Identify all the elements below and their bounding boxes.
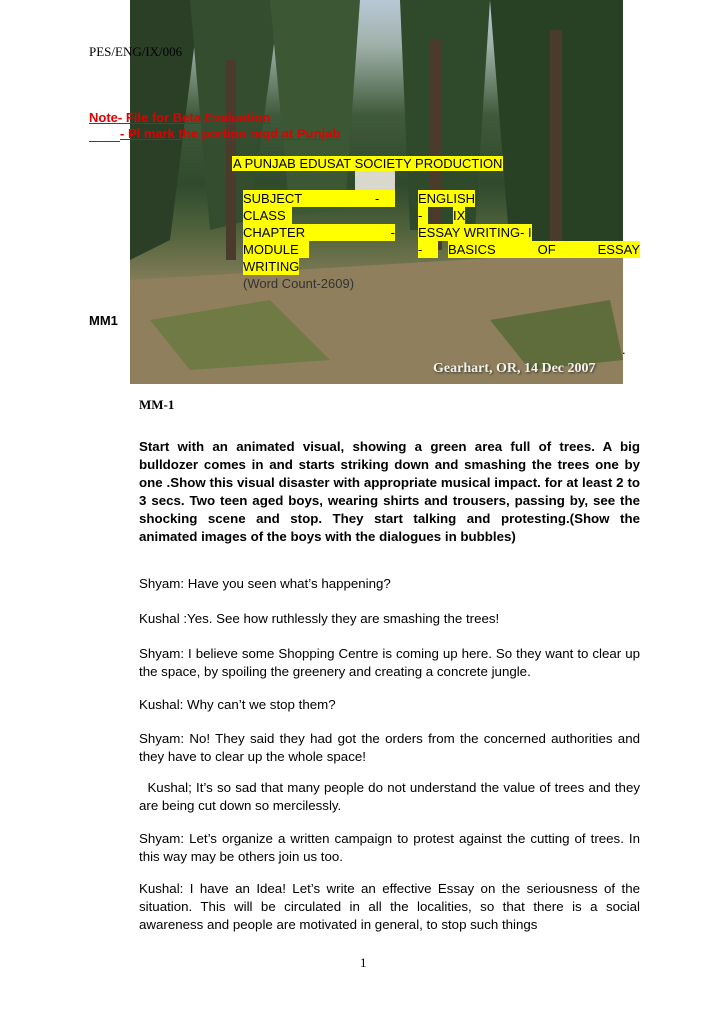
dialogue-line: Kushal :Yes. See how ruthlessly they are smashing the trees!: [139, 611, 500, 626]
section-heading-mm1: MM1: [89, 313, 118, 328]
class-label: CLASS: [243, 207, 292, 224]
chapter-value: ESSAY WRITING- I: [418, 225, 532, 240]
subject-sep: -: [375, 190, 395, 207]
dialogue-line: Shyam: I believe some Shopping Centre is coming up here. So they want to clear up the space, by spoiling the greenery and creating a concrete jungle.: [139, 646, 640, 679]
note-beta-evaluation: Note- File for Beta Evaluation: [89, 110, 271, 125]
photo-caption: Gearhart, OR, 14 Dec 2007: [433, 361, 596, 376]
note-punjab-portion: - Pl mark the portion reqd at Punjab: [120, 126, 341, 141]
dialogue-line: Shyam: Have you seen what’s happening?: [139, 576, 391, 591]
chapter-label: CHAPTER: [243, 224, 312, 241]
word-count: (Word Count-2609): [243, 276, 355, 291]
dialogue-line: Kushal: Why can’t we stop them?: [139, 697, 336, 712]
photo-dot: .: [622, 342, 626, 357]
mm-label: MM-1: [139, 397, 175, 412]
dialogue-line: Shyam: Let’s organize a written campaign to protest against the cutting of trees. In this way may be others join us too.: [139, 831, 640, 864]
class-sep: -: [418, 207, 428, 224]
module-value-cont: WRITING: [243, 259, 300, 274]
subject-value: ENGLISH: [418, 191, 476, 206]
page-number: 1: [360, 955, 367, 970]
module-value: BASICS OF ESSAY: [448, 242, 640, 257]
dialogue-line: Kushal: I have an Idea! Let’s write an effective Essay on the seriousness of the situation. This will be circulated in all the localities, so that there is a social awareness and people are motivated in general, to stop such things: [139, 881, 640, 932]
production-title: A PUNJAB EDUSAT SOCIETY PRODUCTION: [233, 156, 503, 171]
info-block: [243, 190, 640, 292]
document-reference: PES/ENG/IX/006: [89, 44, 183, 59]
dialogue-line: Kushal; It’s so sad that many people do not understand the value of trees and they are being cut down so mercilessly.: [139, 780, 640, 813]
intro-paragraph: Start with an animated visual, showing a green area full of trees. A big bulldozer comes in and starts striking down and smashing the trees one by one .Show this visual disaster with appropriate musical impact. for at least 2 to 3 secs. Two teen aged boys, wearing shirts and trousers, passing by, see the shocking scene and stop. They start talking and protesting.(Show the animated images of the boys with the dialogues in bubbles): [139, 439, 640, 544]
module-label: MODULE: [243, 241, 309, 258]
class-value: IX: [453, 208, 466, 223]
dialogue-line: Shyam: No! They said they had got the orders from the concerned authorities and they have to clear up the whole space!: [139, 731, 640, 764]
note-underline-prefix: [89, 141, 120, 142]
chapter-sep: -: [312, 224, 395, 241]
subject-label: SUBJECT: [243, 190, 375, 207]
module-sep: -: [418, 241, 438, 258]
